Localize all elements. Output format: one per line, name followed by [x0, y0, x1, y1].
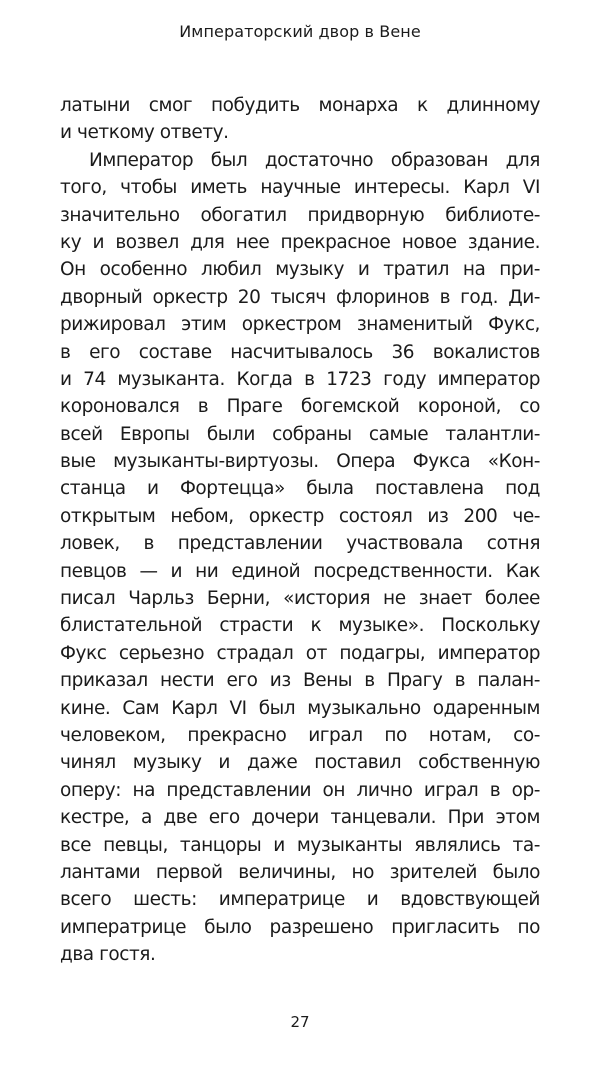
text-line: рижировал этим оркестром знаменитый Фукс,	[60, 314, 540, 336]
text-line: всей Европы были собраны самые талантли-	[60, 423, 540, 445]
text-line: Император был достаточно образован для	[89, 149, 540, 171]
running-header: Императорский двор в Вене	[179, 22, 421, 41]
text-line: кине. Сам Карл VI был музыкально одаренным	[60, 697, 540, 719]
text-line: певцов — и ни единой посредственности. Как	[60, 560, 540, 582]
text-line: и четкому ответу.	[60, 122, 229, 144]
text-line: два гостя.	[60, 944, 156, 966]
text-line: все певцы, танцоры и музыканты являлись та-	[60, 834, 540, 856]
text-line: всего шесть: императрице и вдовствующей	[60, 889, 540, 911]
text-line: короновался в Праге богемской короной, со	[60, 396, 540, 418]
text-line: станца и Фортецца» была поставлена под	[60, 478, 540, 500]
text-line: латыни смог побудить монарха к длинному	[60, 95, 540, 116]
text-line: императрице было разрешено пригласить по	[60, 916, 540, 938]
text-line: ку и возвел для нее прекрасное новое здание.	[60, 231, 540, 253]
text-line: Фукс серьезно страдал от подагры, император	[60, 642, 540, 664]
text-line: приказал нести его из Вены в Прагу в палан-	[60, 670, 540, 692]
text-line: и 74 музыканта. Когда в 1723 году император	[60, 368, 540, 390]
text-line: чинял музыку и даже поставил собственную	[60, 752, 540, 774]
text-line: блистательной страсти к музыке». Поскольку	[60, 615, 540, 637]
text-line: дворный оркестр 20 тысяч флоринов в год. Ди-	[60, 286, 540, 308]
text-line: того, чтобы иметь научные интересы. Карл VI	[60, 177, 540, 199]
text-line: писал Чарльз Берни, «история не знает более	[60, 588, 540, 610]
text-line: лантами первой величины, но зрителей было	[60, 861, 540, 883]
text-line: Он особенно любил музыку и тратил на при-	[60, 259, 540, 281]
text-line: ловек, в представлении участвовала сотня	[60, 533, 540, 555]
text-line: значительно обогатил придворную библиоте-	[60, 204, 540, 226]
text-line: вые музыканты-виртуозы. Опера Фукса «Кон-	[60, 451, 540, 473]
text-line: открытым небом, оркестр состоял из 200 че-	[60, 505, 540, 527]
text-line: в его составе насчитывалось 36 вокалистов	[60, 341, 540, 363]
text-line: оперу: на представлении он лично играл в ор-	[60, 779, 540, 801]
text-line: кестре, а две его дочери танцевали. При этом	[60, 807, 540, 829]
body-text	[60, 92, 540, 969]
page-number: 27	[290, 1013, 310, 1031]
text-line: человеком, прекрасно играл по нотам, со-	[60, 724, 540, 746]
